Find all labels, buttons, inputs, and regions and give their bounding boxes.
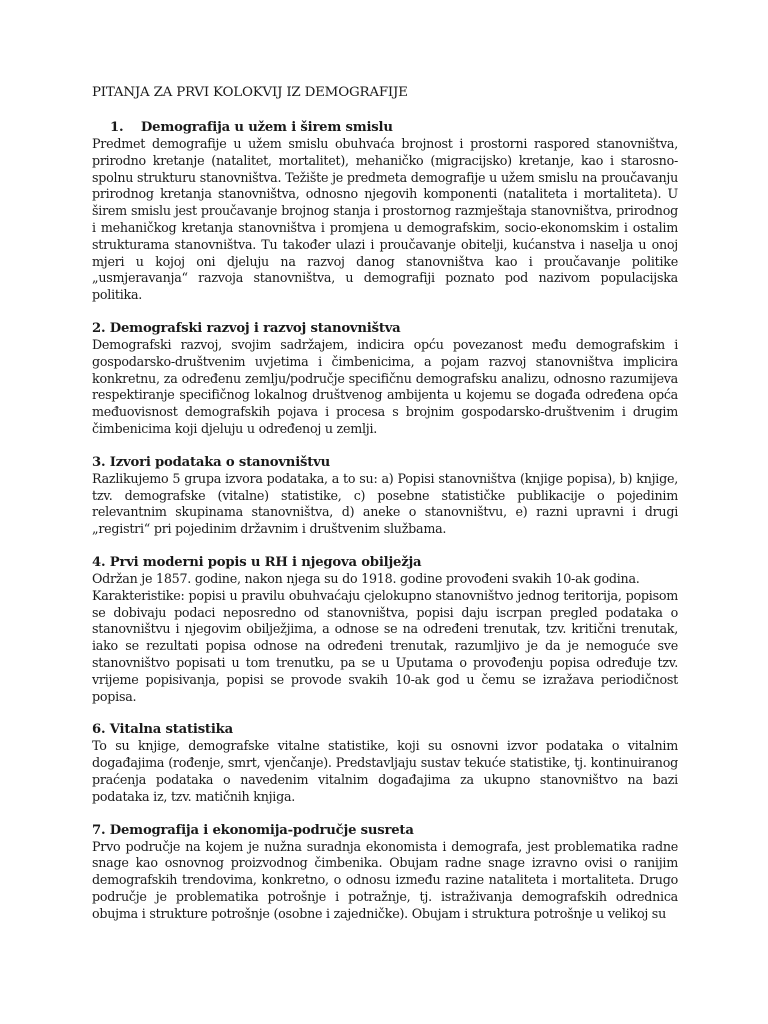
section-paragraph: Prvo područje na kojem je nužna suradnja ekonomista i demografa, jest problematika radne snage kao osnovnog proizvodnog čimbenika. Obujam radne snage izravno ovisi o ranijim demografskih trendovima, konkretno, o odnosu između razine nataliteta i mortaliteta. Drugo područje je problematika potrošnje i potražnje, tj. istraživanja demografskih odrednica obujma i strukture potrošnje (osobne i zajedničke). Obujam i struktura potrošnje u velikoj su xyxy=(92,838,678,921)
section-paragraph: Razlikujemo 5 grupa izvora podataka, a to su: a) Popisi stanovništva (knjige popisa), b) knjige, tzv. demografske (vitalne) statistike, c) posebne statističke publikacije o pojedinim relevantnim skupinama stanovništva, d) aneke o stanovništvu, e) razni upravni i drugi „registri“ pri pojedinim državnim i društvenim službama. xyxy=(92,470,678,537)
section-2 xyxy=(92,320,678,438)
section-paragraph: Demografski razvoj, svojim sadržajem, indicira opću povezanost među demografskim i gospodarsko-društvenim uvjetima i čimbenicima, a pojam razvoj stanovništva implicira konkretnu, za određenu zemlju/područje specifičnu demografsku analizu, odnosno razumijeva respektiranje specifičnog lokalnog društvenog ambijenta u kojemu se događa određena opća međuovisnost demografskih pojava i procesa s brojnim gospodarsko-društvenim i drugim čimbenicima koji djeluju u određenoj u zemlji. xyxy=(92,336,678,436)
section-3 xyxy=(92,454,678,538)
section-paragraph: Održan je 1857. godine, nakon njega su do 1918. godine provođeni svakih 10-ak godina. xyxy=(92,570,640,586)
section-7 xyxy=(92,822,678,923)
section-heading: 2. Demografski razvoj i razvoj stanovništva xyxy=(92,320,401,336)
section-paragraph: To su knjige, demografske vitalne statistike, koji su osnovni izvor podataka o vitalnim događajima (rođenje, smrt, vjenčanje). Predstavljaju sustav tekuće statistike, tj. kontinuiranog praćenja podataka o navedenim vitalnim događajima za ukupno stanovništvo na bazi podataka iz, tzv. matičnih knjiga. xyxy=(92,738,678,804)
document-title: PITANJA ZA PRVI KOLOKVIJ IZ DEMOGRAFIJE xyxy=(92,85,408,100)
section-heading: 4. Prvi moderni popis u RH i njegova obilježja xyxy=(92,554,422,570)
section-6 xyxy=(92,721,678,805)
section-heading: 7. Demografija i ekonomija-područje susreta xyxy=(92,822,414,838)
section-heading: 6. Vitalna statistika xyxy=(92,722,233,738)
section-heading: 1. Demografija u užem i širem smislu xyxy=(110,120,393,135)
document-page xyxy=(92,84,678,938)
section-paragraph: Karakteristike: popisi u pravilu obuhvaćaju cjelokupno stanovništvo jednog teritorija, popisom se dobivaju podaci neposredno od stanovništva, popisi daju iscrpan pregled podataka o stanovništvu i njegovim obilježjima, a odnose se na određeni trenutak, tzv. kritični trenutak, iako se rezultati popisa odnose na određeni trenutak, razumljivo je da je nemoguće sve stanovništvo popisati u tom trenutku, pa se u Uputama o provođenju popisa određuje tzv. vrijeme popisivanja, popisi se provode svakih 10-ak god u čemu se izražava periodičnost popisa. xyxy=(92,587,678,704)
section-paragraph: Predmet demografije u užem smislu obuhvaća brojnost i prostorni raspored stanovništva, prirodno kretanje (natalitet, mortalitet), mehaničko (migracijsko) kretanje, kao i starosno-spolnu strukturu stanovništva. Težište je predmeta demografije u užem smislu na proučavanju prirodnog kretanja stanovništva, odnosno njegovih komponenti (nataliteta i mortaliteta). U širem smislu jest proučavanje brojnog stanja i prostornog razmještaja stanovništva, prirodnog i mehaničkog kretanja stanovništva i promjena u demografskim, socio-ekonomskim i ostalim strukturama stanovništva. Tu također ulazi i proučavanje obitelji, kućanstva i naselja u onoj mjeri u kojoj oni djeluju na razvoj danog stanovništva kao i proučavanje politike „usmjeravanja“ razvoja stanovništva, u demografiji poznato pod nazivom populacijska politika. xyxy=(92,136,678,303)
section-heading: 3. Izvori podataka o stanovništvu xyxy=(92,454,330,470)
section-1 xyxy=(92,119,678,304)
section-4 xyxy=(92,554,678,705)
